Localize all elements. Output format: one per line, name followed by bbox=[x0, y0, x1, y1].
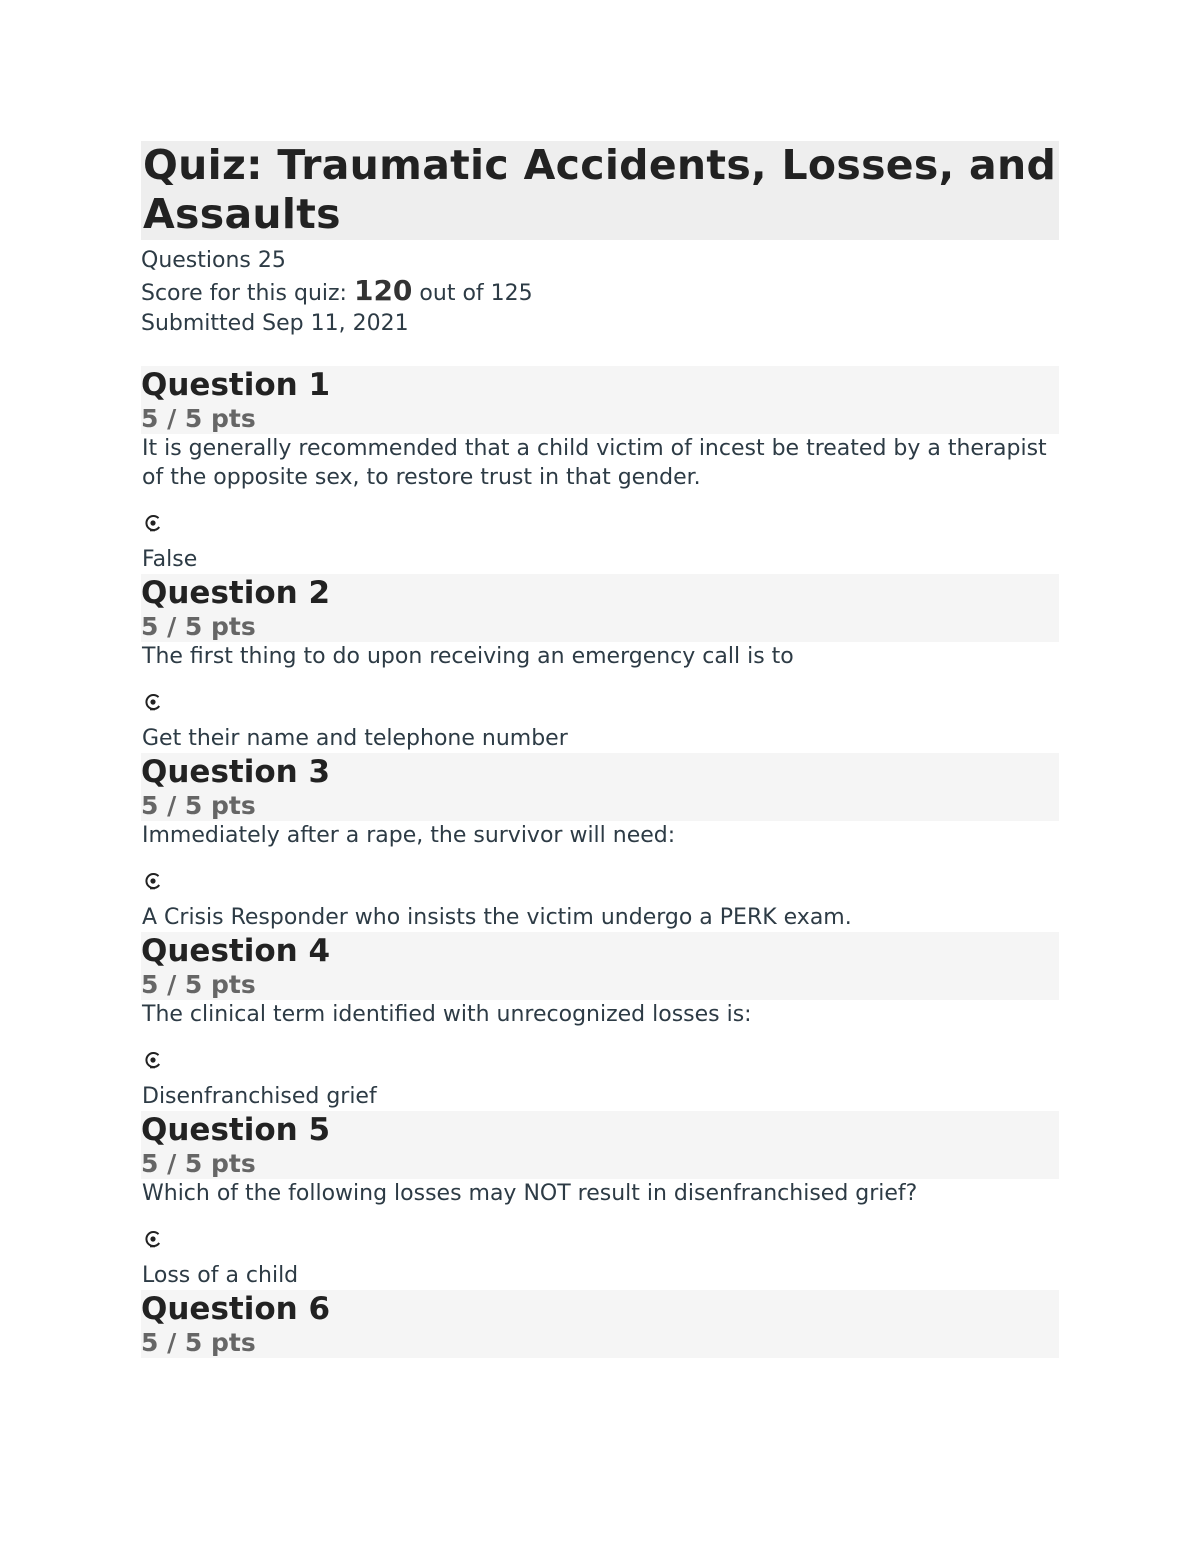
question-title: Question 3 bbox=[141, 754, 331, 790]
question-points: 5 / 5 pts bbox=[141, 1149, 256, 1178]
score-label: Score for this quiz: bbox=[141, 281, 354, 306]
question-title: Question 5 bbox=[141, 1112, 331, 1148]
question-6 bbox=[141, 1290, 1059, 1358]
question-text: The clinical term identified with unrecognized losses is: bbox=[142, 1002, 752, 1027]
question-text: It is generally recommended that a child victim of incest be treated by a therapist of the opposite sex, to restore trust in that gender. bbox=[142, 436, 1047, 490]
selected-answer: False bbox=[142, 547, 198, 572]
quiz-page bbox=[141, 141, 1059, 1358]
selected-answer: Loss of a child bbox=[142, 1263, 299, 1288]
question-points: 5 / 5 pts bbox=[141, 612, 256, 641]
question-title: Question 4 bbox=[141, 933, 331, 969]
radio-selected-icon[interactable] bbox=[143, 513, 163, 533]
question-points: 5 / 5 pts bbox=[141, 791, 256, 820]
question-points: 5 / 5 pts bbox=[141, 970, 256, 999]
title-block bbox=[141, 141, 1059, 240]
score-value: 120 bbox=[353, 274, 413, 307]
question-4 bbox=[141, 932, 1059, 1111]
question-header bbox=[141, 1290, 1059, 1358]
score-line bbox=[141, 276, 1059, 309]
selected-answer: Get their name and telephone number bbox=[142, 726, 568, 751]
question-3 bbox=[141, 753, 1059, 932]
question-2 bbox=[141, 574, 1059, 753]
selected-answer: A Crisis Responder who insists the victim undergo a PERK exam. bbox=[142, 905, 852, 930]
selected-answer: Disenfranchised grief bbox=[142, 1084, 377, 1109]
question-header bbox=[141, 1111, 1059, 1179]
submitted-date: Submitted Sep 11, 2021 bbox=[141, 311, 409, 336]
question-5 bbox=[141, 1111, 1059, 1290]
question-1 bbox=[141, 366, 1059, 574]
radio-selected-icon[interactable] bbox=[143, 1229, 163, 1249]
question-points: 5 / 5 pts bbox=[141, 1328, 256, 1357]
question-text: Immediately after a rape, the survivor will need: bbox=[142, 823, 676, 848]
questions-count: Questions 25 bbox=[141, 248, 286, 273]
question-title: Question 6 bbox=[141, 1291, 331, 1327]
question-header bbox=[141, 366, 1059, 434]
radio-selected-icon[interactable] bbox=[143, 871, 163, 891]
question-text: Which of the following losses may NOT result in disenfranchised grief? bbox=[142, 1181, 918, 1206]
quiz-meta bbox=[141, 246, 1059, 339]
question-points: 5 / 5 pts bbox=[141, 404, 256, 433]
radio-selected-icon[interactable] bbox=[143, 1050, 163, 1070]
questions-list bbox=[141, 366, 1059, 1358]
question-text: The first thing to do upon receiving an emergency call is to bbox=[142, 644, 794, 669]
question-title: Question 2 bbox=[141, 575, 331, 611]
question-title: Question 1 bbox=[141, 367, 331, 403]
question-header bbox=[141, 753, 1059, 821]
radio-selected-icon[interactable] bbox=[143, 692, 163, 712]
page-title: Quiz: Traumatic Accidents, Losses, and Assaults bbox=[143, 141, 1057, 238]
question-header bbox=[141, 932, 1059, 1000]
score-suffix: out of 125 bbox=[412, 281, 533, 306]
question-header bbox=[141, 574, 1059, 642]
